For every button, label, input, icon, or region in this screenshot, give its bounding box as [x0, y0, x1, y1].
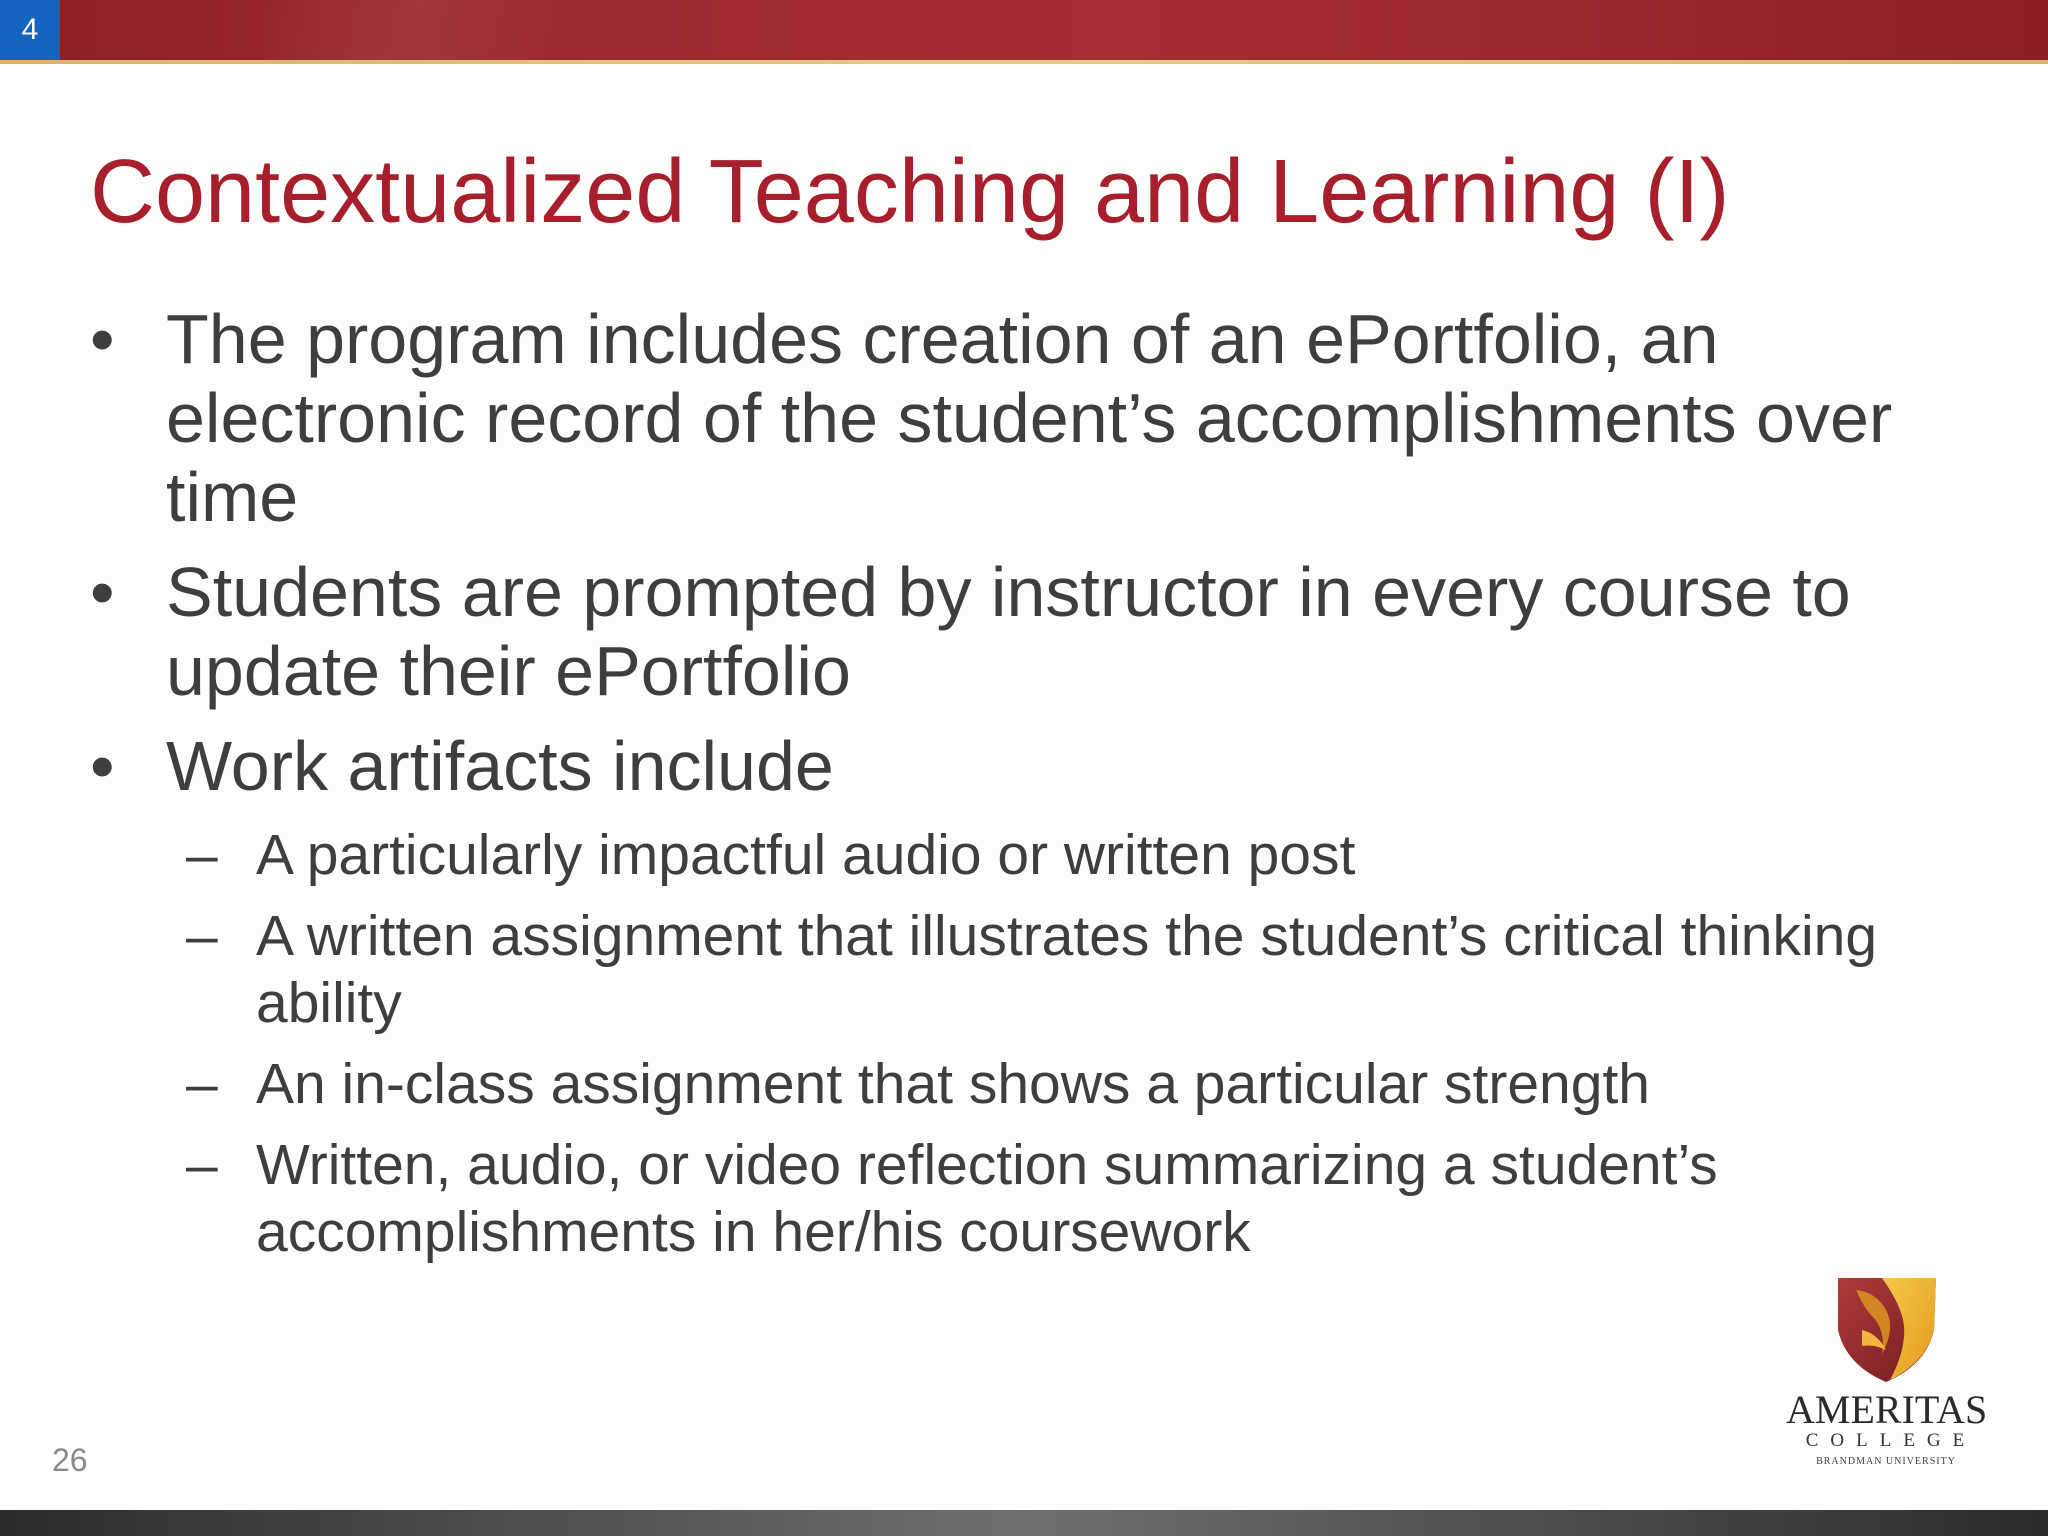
sub-bullet-item — [90, 903, 1990, 1037]
logo-tagline: BRANDMAN UNIVERSITY — [1816, 1456, 1956, 1467]
slide-title: Contextualized Teaching and Learning (I) — [90, 142, 1730, 242]
sub-bullet-text: Written, audio, or video reflection summarizing a student’s accomplishments in her/his coursework — [256, 1133, 1718, 1264]
sub-bullet-marker: – — [186, 904, 218, 968]
logo-name: AMERITAS — [1786, 1387, 1988, 1432]
slide-number-badge[interactable]: 4 — [0, 0, 60, 60]
bullet-text: Students are prompted by instructor in every course to update their ePortfolio — [166, 553, 1851, 710]
bullet-marker: • — [90, 727, 115, 805]
logo-subtitle: COLLEGE — [1805, 1430, 1977, 1451]
bullet-marker: • — [90, 300, 115, 378]
sub-bullet-text: A written assignment that illustrates the student’s critical thinking ability — [256, 904, 1878, 1035]
sub-bullet-marker: – — [186, 823, 218, 887]
sub-bullet-text: A particularly impactful audio or written post — [256, 823, 1356, 887]
sub-bullet-item — [90, 822, 1990, 889]
sub-bullet-item — [90, 1051, 1990, 1118]
page-number: 26 — [52, 1442, 88, 1478]
bullet-text: The program includes creation of an ePortfolio, an electronic record of the student’s accomplishments over time — [166, 300, 1893, 536]
bullet-marker: • — [90, 553, 115, 631]
header-bar-highlight — [260, 0, 560, 60]
header-gold-line — [0, 60, 2048, 64]
sub-bullet-marker: – — [186, 1133, 218, 1197]
college-logo — [1786, 1270, 1986, 1470]
bullet-item — [90, 727, 1990, 806]
bullet-text: Work artifacts include — [166, 727, 834, 805]
phoenix-shield-icon — [1786, 1270, 1986, 1390]
bullet-item — [90, 553, 1990, 711]
bullet-item — [90, 300, 1990, 537]
footer-bar — [0, 1510, 2048, 1536]
sub-bullet-item — [90, 1132, 1990, 1266]
slide-content — [90, 300, 1990, 1280]
sub-bullet-marker: – — [186, 1052, 218, 1116]
sub-bullet-text: An in-class assignment that shows a particular strength — [256, 1052, 1650, 1116]
